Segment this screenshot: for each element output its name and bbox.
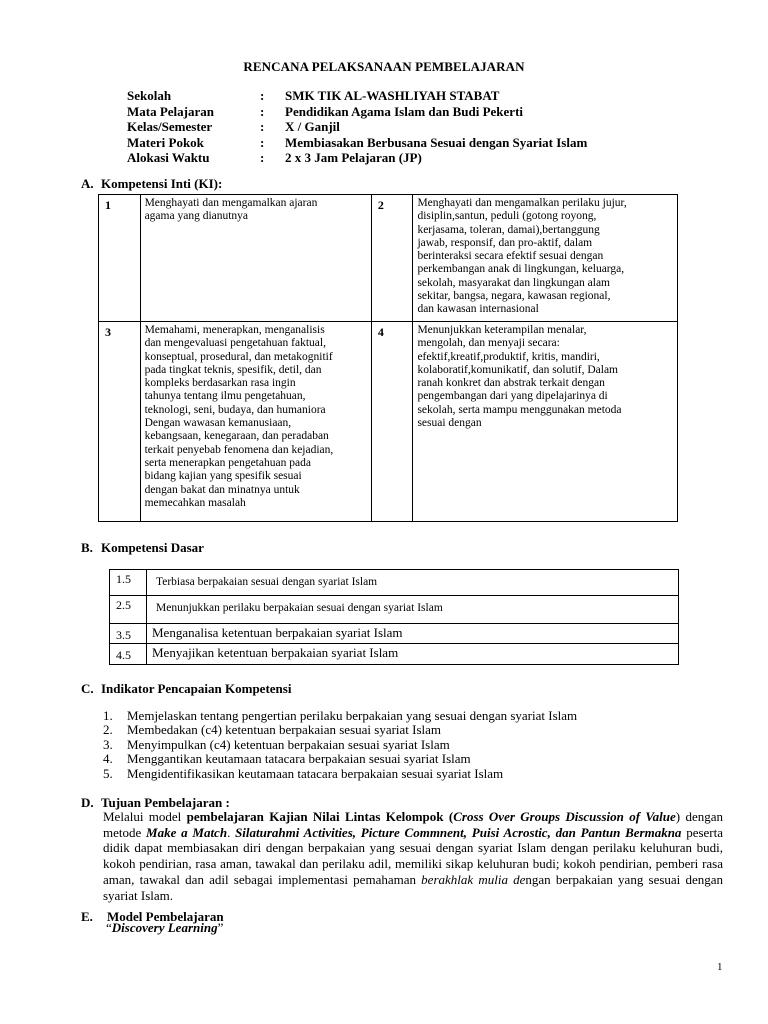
ki-line: berinteraksi secara efektif sesuai dengan (417, 250, 604, 263)
item-text: Menyimpulkan (c4) ketentuan berpakaian sesuai syariat Islam (127, 736, 450, 752)
ki-line: teknologi, seni, budaya, dan humaniora (144, 403, 326, 416)
section-title: Model Pembelajaran (107, 909, 224, 924)
tujuan-paragraph (103, 809, 723, 903)
info-value: 2 x 3 Jam Pelajaran (JP) (285, 150, 422, 165)
ki-line: Menghayati dan mengamalkan ajaran (144, 197, 318, 209)
info-value: SMK TIK AL-WASHLIYAH STABAT (285, 88, 500, 103)
info-key: Alokasi Waktu (127, 150, 210, 165)
info-row-kelas (127, 119, 587, 135)
quote-close: ” (217, 920, 224, 935)
kd-number: 2.5 (110, 596, 147, 624)
ki-line: terkait penyebab fenomena dan kejadian, (144, 443, 334, 456)
kd-text: Menyajikan ketentuan berpakaian syariat Islam (147, 644, 679, 665)
info-key: Materi Pokok (127, 134, 204, 150)
tujuan-text (103, 809, 723, 903)
ki-line: sekolah, serta mampu menggunakan metoda (417, 403, 622, 416)
ki-line: mengolah, dan menyaji secara: (417, 337, 560, 350)
section-letter: D. (81, 795, 94, 810)
list-item (103, 709, 577, 723)
ki-number: 1 (99, 195, 141, 322)
ki-row (99, 322, 678, 522)
ki-line: disiplin,santun, peduli (gotong royong, (417, 210, 597, 223)
ki-line: agama yang dianutnya (144, 210, 249, 223)
info-key: Kelas/Semester (127, 119, 213, 134)
kd-number: 3.5 (110, 624, 147, 644)
text-run: ngan berpakaian yang sesuai dengan syariat Islam. (103, 871, 723, 903)
info-colon: : (260, 88, 265, 103)
section-title: Tujuan Pembelajaran : (101, 795, 230, 810)
item-text: Mengidentifikasikan keutamaan tatacara berpakaian sesuai syariat Islam (127, 765, 504, 781)
ki-line: Dengan wawasan kemanusiaan, (144, 417, 292, 430)
item-number: 1. (103, 708, 113, 723)
ki-number: 4 (371, 322, 413, 522)
ki-line: sekolah, masyarakat dan lingkungan alam (417, 276, 611, 289)
item-text: Memjelaskan tentang pengertian perilaku berpakaian yang sesuai dengan syariat Islam (127, 708, 578, 723)
section-letter: C. (81, 681, 94, 696)
text-run-bold-italic: Make a Match (146, 824, 228, 840)
ki-line: pada tingkat teknis, spesifik, detil, dan (144, 363, 322, 376)
kd-row (110, 596, 679, 624)
ki-line: Menghayati dan mengamalkan perilaku jujur, (417, 197, 627, 209)
ki-line: perkembangan anak di lingkungan, keluarga, (417, 263, 625, 276)
info-value: X / Ganjil (285, 119, 340, 134)
ki-line: Menunjukkan keterampilan menalar, (417, 324, 587, 336)
kd-row (110, 624, 679, 644)
ki-line: jawab, responsif, dan pro-aktif, dalam (417, 236, 593, 249)
text-run: Melalui model (103, 809, 187, 824)
kompetensi-dasar-table (109, 569, 679, 665)
ki-number: 2 (371, 195, 413, 322)
info-value: Pendidikan Agama Islam dan Budi Pekerti (285, 103, 524, 119)
ki-line: kerjasama, toleran, damai),bertanggung (417, 223, 600, 236)
ki-text (413, 322, 678, 522)
text-run-bold-italic: Cross Over Groups Discussion of Value (453, 809, 676, 824)
ki-line: kebangsaan, kenegaraan, dan peradaban (144, 430, 329, 443)
ki-line: efektif,kreatif,produktif, kritis, mandiri, (417, 350, 600, 363)
info-colon: : (260, 103, 265, 119)
text-run-bold: pembelajaran Kajian Nilai Lintas Kelompok (186, 809, 444, 824)
kompetensi-inti-table (98, 194, 678, 522)
info-key: Sekolah (127, 88, 172, 103)
kd-number: 1.5 (110, 570, 147, 596)
ki-line: konseptual, prosedural, dan metakognitif (144, 350, 333, 363)
ki-line: dan kawasan internasional (417, 303, 539, 316)
kd-text: Menganalisa ketentuan berpakaian syariat Islam (147, 624, 679, 644)
text-run-bold-italic: Silaturahmi Activities, Picture Commnent, Puisi Acrostic, dan Pantun Bermakna (235, 824, 682, 840)
section-c-heading (81, 681, 291, 697)
item-number: 4. (103, 751, 113, 767)
info-row-mapel (127, 104, 587, 120)
info-colon: : (260, 119, 265, 134)
section-letter: E. (81, 909, 93, 924)
info-value: Membiasakan Berbusana Sesuai dengan Syariat Islam (285, 134, 588, 150)
item-number: 3. (103, 736, 113, 752)
list-item (103, 723, 577, 737)
kd-number: 4.5 (110, 644, 147, 665)
list-item (103, 752, 577, 766)
section-letter: A. (81, 176, 94, 191)
ki-line: pengembangan dari yang dipelajarinya di (417, 390, 608, 403)
page-number: 1 (717, 961, 723, 973)
item-text: Menggantikan keutamaan tatacara berpakaian sesuai syariat Islam (127, 751, 471, 767)
model-value (106, 920, 223, 936)
text-run-italic: berakhlak mulia de (421, 871, 526, 887)
info-row-sekolah (127, 88, 587, 104)
ki-row (99, 195, 678, 322)
text-run-bold: ( (443, 809, 454, 824)
ki-line: sekitar, bangsa, negara, kawasan regional, (417, 290, 611, 303)
list-item (103, 767, 577, 781)
text-run: peserta didik dapat membiasakan diri dengan berpakaian yang sesuai dengan syariat Islam dengan perilaku keluhuran budi, kokoh pendirian, rasa aman, tawakal dan perilaku adil, memiliki sikap keluhuran budi; kokoh pendirian, pemberi rasa aman, tawakal dan adil sebagai implementasi pemahaman (103, 824, 724, 887)
text-run: . (227, 824, 236, 840)
ki-number: 3 (99, 322, 141, 522)
item-number: 5. (103, 765, 113, 781)
ki-line: serta menerapkan pengetahuan pada (144, 456, 311, 469)
section-b-heading (81, 540, 204, 556)
section-title: Kompetensi Dasar (101, 540, 204, 555)
ki-line: dengan bakat dan minatnya untuk (144, 483, 300, 496)
section-a-heading (81, 176, 222, 192)
item-text: Membedakan (c4) ketentuan berpakaian sesuai syariat Islam (127, 722, 442, 738)
text-run: ) dengan metode (103, 809, 723, 840)
info-row-materi (127, 135, 587, 151)
kd-row (110, 570, 679, 596)
quote-open: “ (106, 920, 112, 935)
section-title: Indikator Pencapaian Kompetensi (101, 681, 292, 696)
list-item (103, 738, 577, 752)
ki-line: dan mengevaluasi pengetahuan faktual, (144, 337, 326, 350)
indikator-list (103, 709, 577, 781)
info-key: Mata Pelajaran (127, 103, 215, 119)
kd-text: Menunjukkan perilaku berpakaian sesuai dengan syariat Islam (147, 596, 679, 624)
item-number: 2. (103, 722, 113, 738)
section-letter: B. (81, 540, 93, 555)
ki-line: ranah konkret dan abstrak terkait dengan (417, 377, 605, 390)
kd-row (110, 644, 679, 665)
identity-block (127, 88, 587, 166)
document-title: RENCANA PELAKSANAAN PEMBELAJARAN (243, 59, 525, 74)
ki-line: tahunya tentang ilmu pengetahuan, (144, 390, 306, 403)
section-title: Kompetensi Inti (KI): (101, 176, 223, 191)
ki-text (413, 195, 678, 322)
kd-text: Terbiasa berpakaian sesuai dengan syariat Islam (147, 570, 679, 596)
ki-line: kompleks berdasarkan rasa ingin (144, 377, 296, 390)
ki-line: bidang kajian yang spesifik sesuai (144, 470, 302, 483)
ki-line: Memahami, menerapkan, menganalisis (144, 324, 325, 336)
ki-text (140, 195, 371, 322)
ki-line: sesuai dengan (417, 417, 482, 430)
ki-line: memecahkan masalah (144, 496, 246, 509)
model-name: Discovery Learning (111, 920, 218, 935)
info-colon: : (260, 134, 265, 150)
info-colon: : (260, 150, 265, 165)
ki-line: kolaboratif,komunikatif, dan solutif, Dalam (417, 363, 619, 376)
ki-text (140, 322, 371, 522)
info-row-alokasi (127, 150, 587, 166)
